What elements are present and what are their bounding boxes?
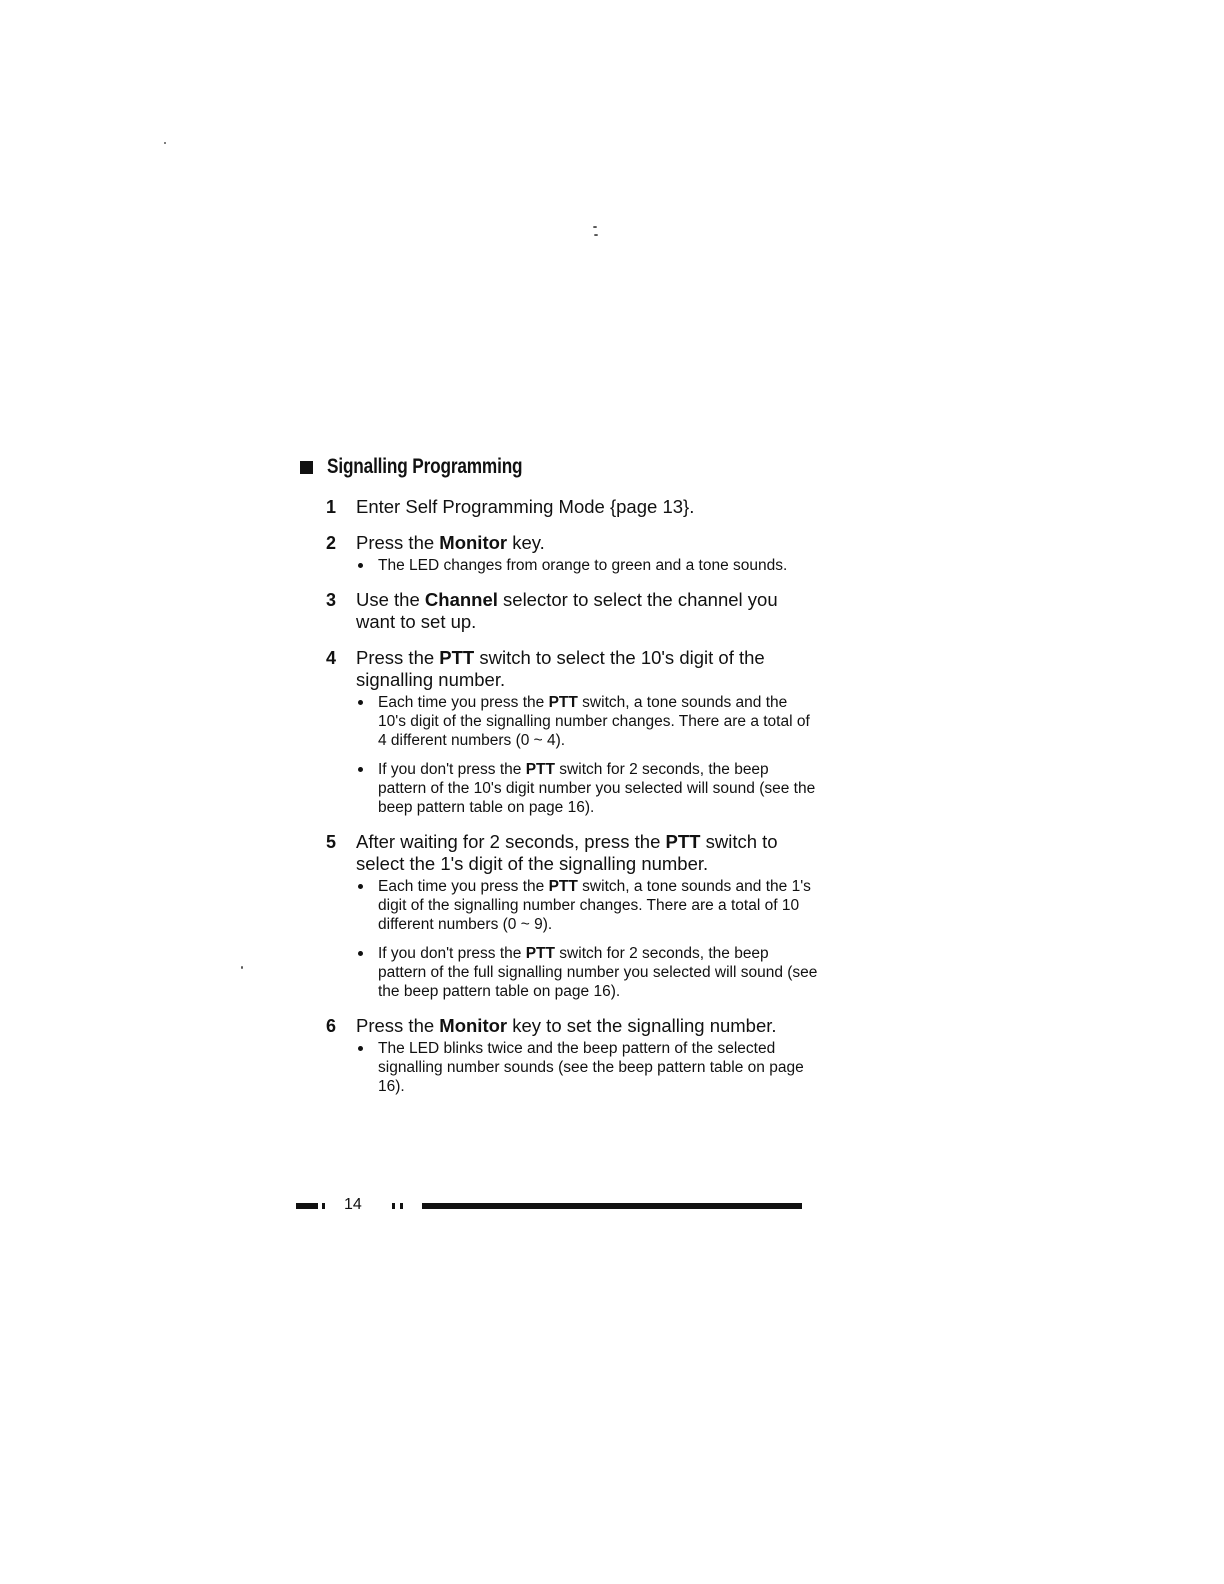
step-text bbox=[356, 1015, 818, 1037]
text-run: switch for 2 seconds, the beep pattern of the 10's digit number you selected will sound (see the beep pattern table on page 16). bbox=[378, 761, 816, 816]
text-run: Press the bbox=[356, 647, 440, 668]
key-name: PTT bbox=[525, 945, 555, 962]
text-run: If you don't press the bbox=[378, 945, 526, 962]
text-run: Each time you press the bbox=[378, 878, 549, 895]
text-run: selector to select the channel you want to set up. bbox=[356, 589, 778, 632]
scan-speck bbox=[164, 142, 166, 144]
step-item bbox=[298, 532, 818, 575]
step-number: 2 bbox=[326, 533, 337, 553]
text-run: The LED changes from orange to green and a tone sounds. bbox=[378, 557, 788, 574]
step-item bbox=[298, 831, 818, 1001]
scan-speck bbox=[241, 966, 243, 969]
bullet-dot-icon bbox=[358, 563, 363, 568]
key-name: PTT bbox=[665, 831, 701, 852]
key-name: PTT bbox=[525, 761, 555, 778]
step-number: 5 bbox=[326, 832, 337, 852]
step-item bbox=[298, 496, 818, 518]
step-number: 3 bbox=[326, 590, 337, 610]
key-name: PTT bbox=[548, 694, 578, 711]
text-run: switch, a tone sounds and the 1's digit of the signalling number changes. There are a total of 10 different numbers (0 ~ 9). bbox=[378, 878, 811, 933]
text-run: The LED blinks twice and the beep pattern of the selected signalling number sounds (see the beep pattern table on page 16). bbox=[378, 1040, 804, 1095]
text-run: key. bbox=[507, 532, 545, 553]
step-item bbox=[298, 589, 818, 633]
footer-rule-right bbox=[422, 1203, 802, 1209]
text-run: Enter Self Programming Mode {page 13}. bbox=[356, 496, 695, 517]
text-run: Use the bbox=[356, 589, 425, 610]
text-run: After waiting for 2 seconds, press the bbox=[356, 831, 666, 852]
page-number: 14 bbox=[344, 1196, 362, 1213]
text-run: Each time you press the bbox=[378, 694, 549, 711]
step-notes bbox=[356, 877, 818, 1001]
step-notes bbox=[356, 556, 818, 575]
text-run: Press the bbox=[356, 532, 440, 553]
key-name: Monitor bbox=[439, 1015, 508, 1036]
note-item bbox=[356, 1039, 818, 1096]
note-item bbox=[356, 760, 818, 817]
footer-tick bbox=[400, 1203, 403, 1209]
scan-speck bbox=[594, 234, 598, 236]
text-run: If you don't press the bbox=[378, 761, 526, 778]
text-run: switch for 2 seconds, the beep pattern of the full signalling number you selected will sound (see the beep pattern table on page 16). bbox=[378, 945, 818, 1000]
signalling-programming-section bbox=[298, 452, 818, 1096]
bullet-dot-icon bbox=[358, 700, 363, 705]
note-item bbox=[356, 556, 818, 575]
footer-tick bbox=[392, 1203, 395, 1209]
section-heading bbox=[298, 452, 818, 482]
step-text bbox=[356, 647, 818, 691]
text-run: switch to select the 10's digit of the signalling number. bbox=[356, 647, 765, 690]
step-number: 6 bbox=[326, 1016, 337, 1036]
key-name: Monitor bbox=[439, 532, 508, 553]
scan-speck bbox=[593, 226, 597, 228]
key-name: Channel bbox=[424, 589, 498, 610]
text-run: key to set the signalling number. bbox=[507, 1015, 777, 1036]
key-name: PTT bbox=[548, 878, 578, 895]
step-item bbox=[298, 1015, 818, 1096]
step-notes bbox=[356, 693, 818, 817]
square-bullet-icon bbox=[300, 461, 313, 474]
note-item bbox=[356, 877, 818, 934]
note-item bbox=[356, 693, 818, 750]
step-number: 4 bbox=[326, 648, 337, 668]
key-name: PTT bbox=[439, 647, 475, 668]
text-run: Press the bbox=[356, 1015, 440, 1036]
step-number: 1 bbox=[326, 497, 337, 517]
step-text bbox=[356, 589, 818, 633]
bullet-dot-icon bbox=[358, 1046, 363, 1051]
step-list bbox=[298, 496, 818, 1096]
bullet-dot-icon bbox=[358, 767, 363, 772]
text-run: switch, a tone sounds and the 10's digit of the signalling number changes. There are a total of 4 different numbers (0 ~ 4). bbox=[378, 694, 810, 749]
footer-rule-left bbox=[296, 1203, 318, 1209]
step-notes bbox=[356, 1039, 818, 1096]
note-item bbox=[356, 944, 818, 1001]
step-item bbox=[298, 647, 818, 817]
footer-tick bbox=[322, 1203, 325, 1209]
step-text bbox=[356, 496, 818, 518]
step-text bbox=[356, 831, 818, 875]
step-text bbox=[356, 532, 818, 554]
text-run: switch to select the 1's digit of the signalling number. bbox=[356, 831, 778, 874]
page-footer bbox=[296, 1195, 802, 1215]
section-title: Signalling Programming bbox=[327, 455, 523, 478]
bullet-dot-icon bbox=[358, 951, 363, 956]
bullet-dot-icon bbox=[358, 884, 363, 889]
